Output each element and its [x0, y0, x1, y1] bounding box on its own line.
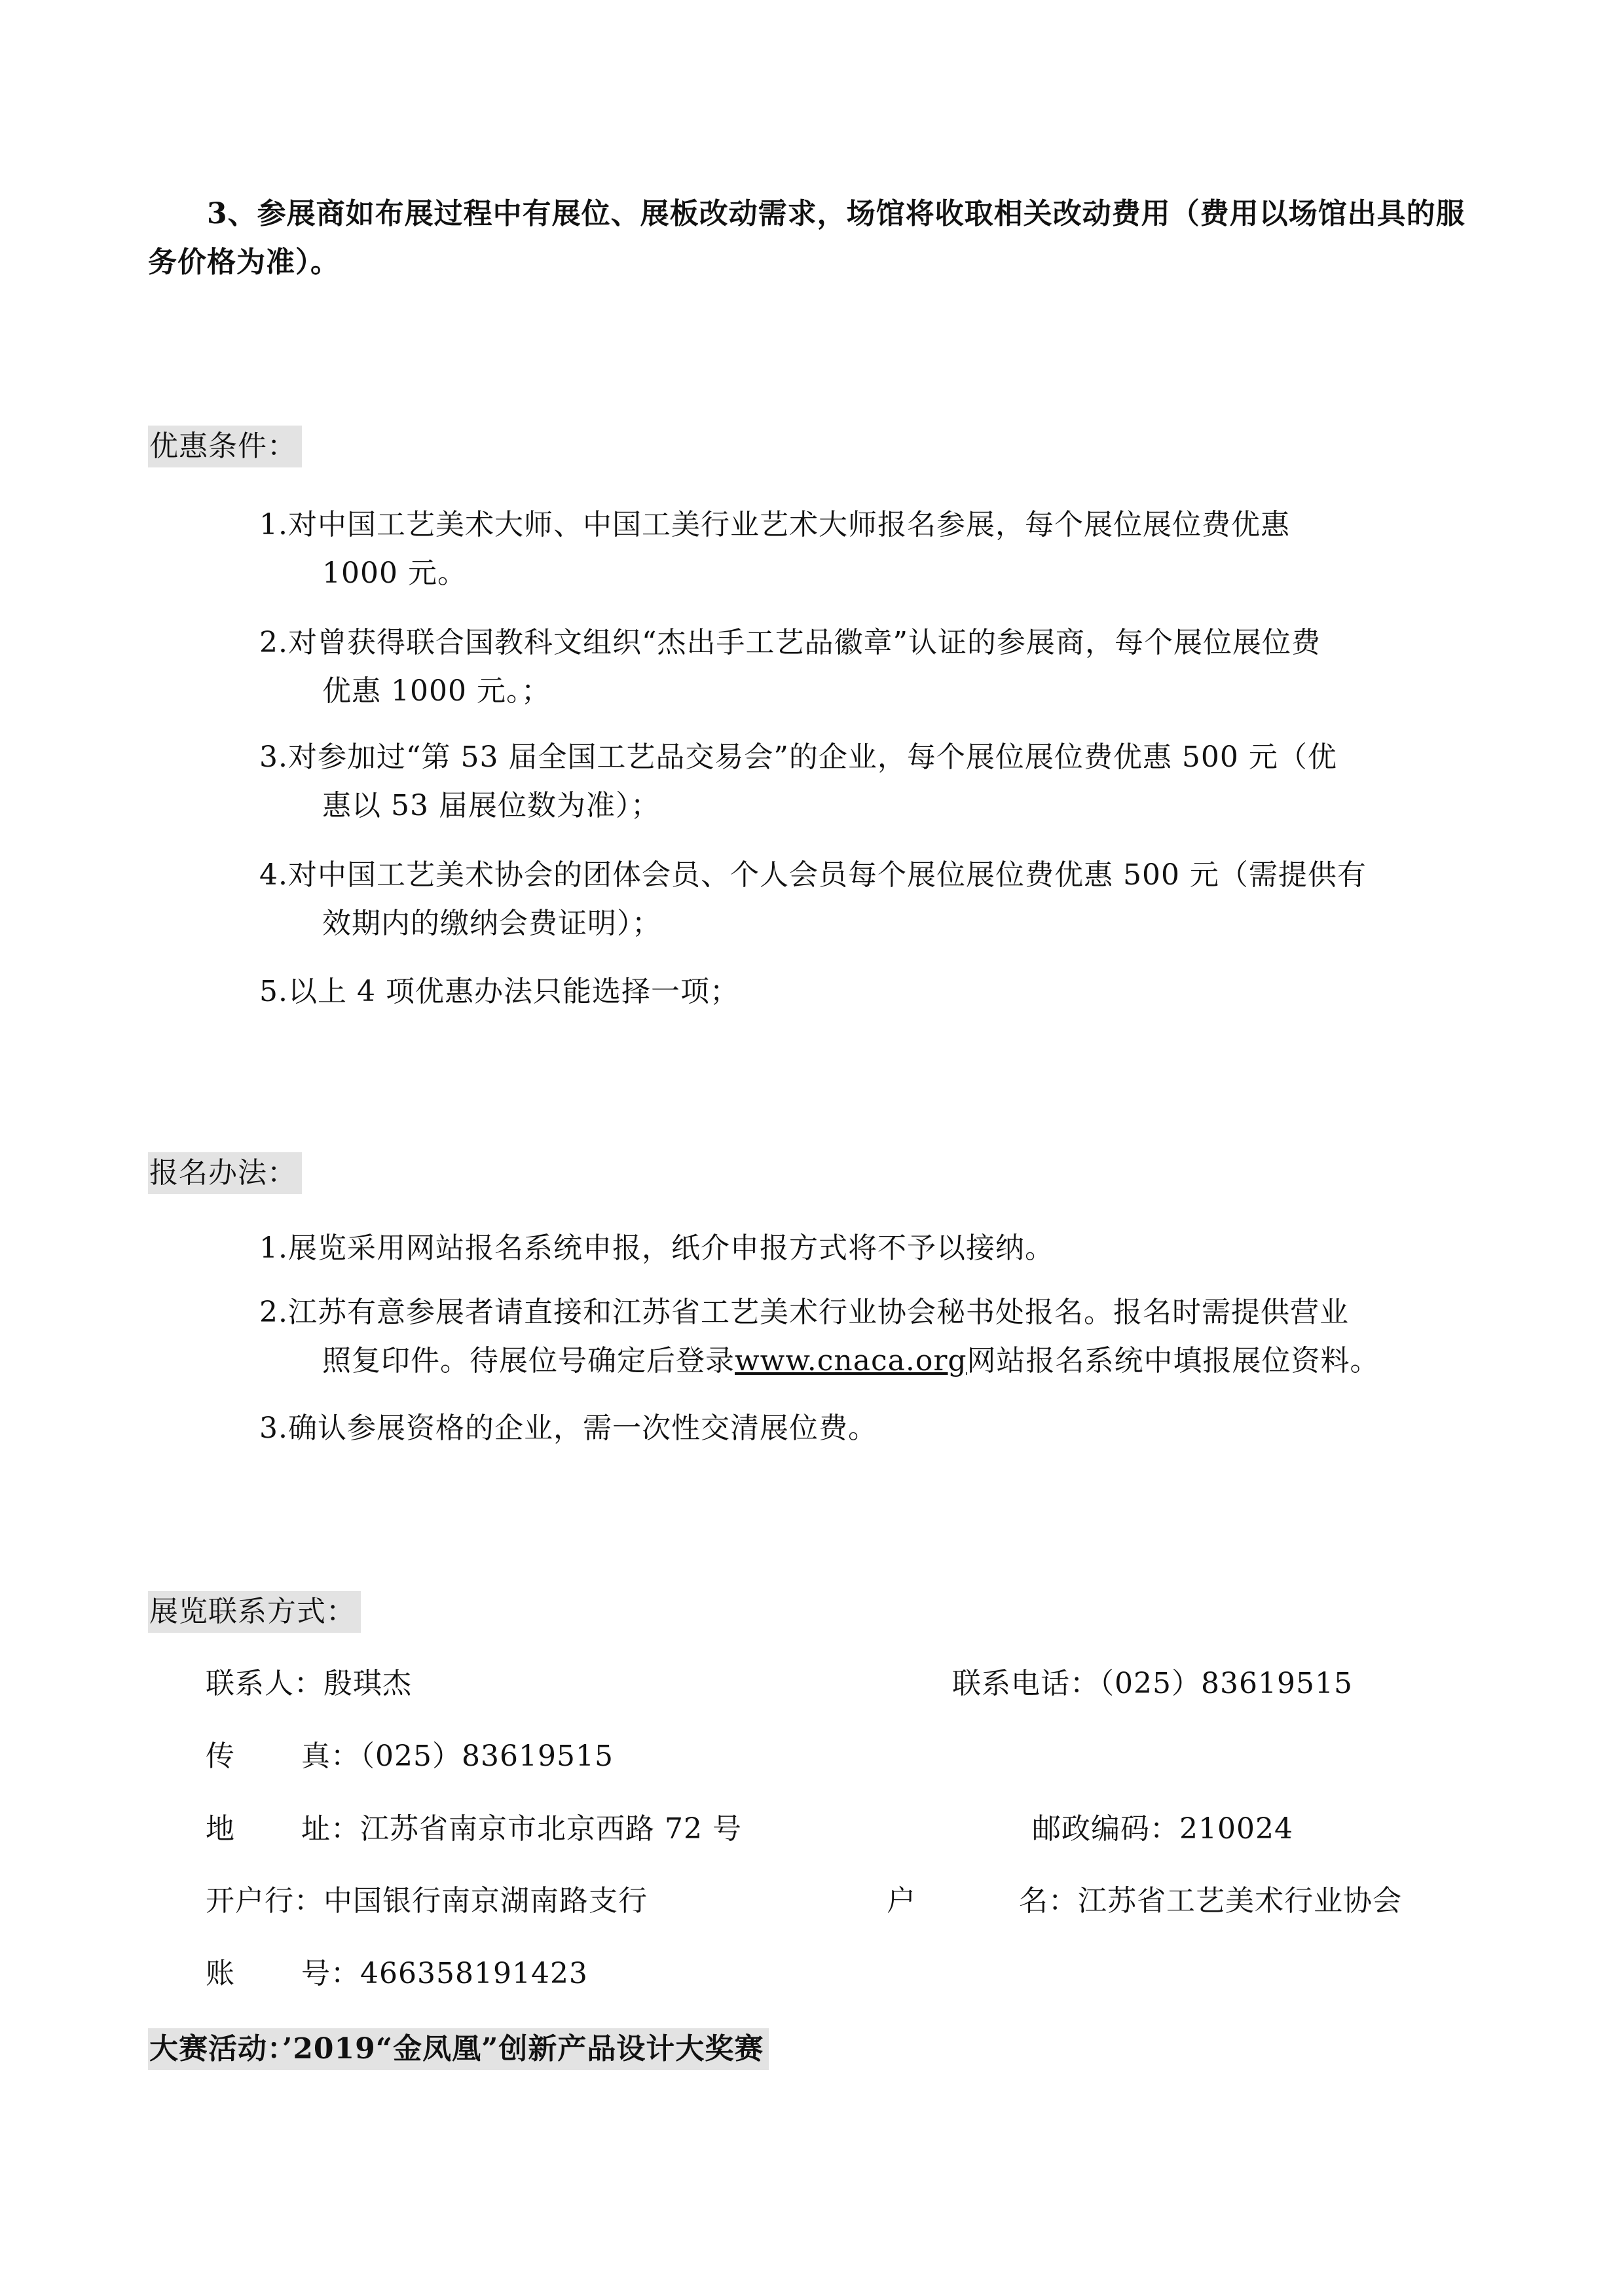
- registration-item-2-pre: 照复印件。待展位号确定后登录: [322, 1344, 735, 1377]
- account-name-label: 户: [887, 1884, 916, 1918]
- bank-name: 开户行：中国银行南京湖南路支行: [206, 1884, 648, 1918]
- registration-item-3: 3.确认参展资格的企业，需一次性交清展位费。: [259, 1412, 877, 1445]
- account-name-value: 名：江苏省工艺美术行业协会: [1019, 1884, 1402, 1918]
- intro-note: 3、参展商如布展过程中有展位、展板改动需求，场馆将收取相关改动费用（费用以场馆出具的服务价格为准）。: [148, 197, 1466, 279]
- address-value: 址：江苏省南京市北京西路 72 号: [301, 1812, 742, 1846]
- postcode: 邮政编码：210024: [1032, 1812, 1293, 1846]
- account-no-value: 号：466358191423: [301, 1957, 588, 1990]
- registration-heading: 报名办法：: [148, 1152, 302, 1194]
- cnaca-website-link[interactable]: www.cnaca.org: [735, 1344, 967, 1377]
- discount-item-4: 4.对中国工艺美术协会的团体会员、个人会员每个展位展位费优惠 500 元（需提供有 效期内的缴纳会费证明）；: [259, 858, 1367, 940]
- contact-person: 联系人：殷琪杰: [206, 1667, 412, 1700]
- address-label: 地: [206, 1812, 235, 1846]
- registration-item-1: 1.展览采用网站报名系统申报，纸介申报方式将不予以接纳。: [259, 1231, 1054, 1265]
- competition-heading: 大赛活动：’2019“金凤凰”创新产品设计大奖赛: [148, 2028, 769, 2070]
- discounts-heading: 优惠条件：: [148, 426, 302, 467]
- discount-item-1: 1.对中国工艺美术大师、中国工美行业艺术大师报名参展，每个展位展位费优惠 1000 元。: [259, 508, 1290, 590]
- registration-item-2-post: 网站报名系统中填报展位资料。: [967, 1344, 1380, 1377]
- discount-item-3: 3.对参加过“第 53 届全国工艺品交易会”的企业，每个展位展位费优惠 500 元（优 惠以 53 届展位数为准）；: [259, 740, 1337, 822]
- contact-phone: 联系电话：（025）83619515: [952, 1667, 1353, 1700]
- fax-label: 传: [206, 1740, 235, 1773]
- registration-item-2: 2.江苏有意参展者请直接和江苏省工艺美术行业协会秘书处报名。报名时需提供营业 照复印件。待展位号确定后登录www.cnaca.org网站报名系统中填报展位资料。: [259, 1296, 1380, 1377]
- account-no-label: 账: [206, 1957, 235, 1990]
- fax-value: 真：（025）83619515: [301, 1740, 614, 1773]
- contact-heading: 展览联系方式：: [148, 1591, 361, 1633]
- discount-item-5: 5.以上 4 项优惠办法只能选择一项；: [259, 975, 739, 1008]
- discount-item-2: 2.对曾获得联合国教科文组织“杰出手工艺品徽章”认证的参展商，每个展位展位费 优惠 1000 元。；: [259, 626, 1321, 708]
